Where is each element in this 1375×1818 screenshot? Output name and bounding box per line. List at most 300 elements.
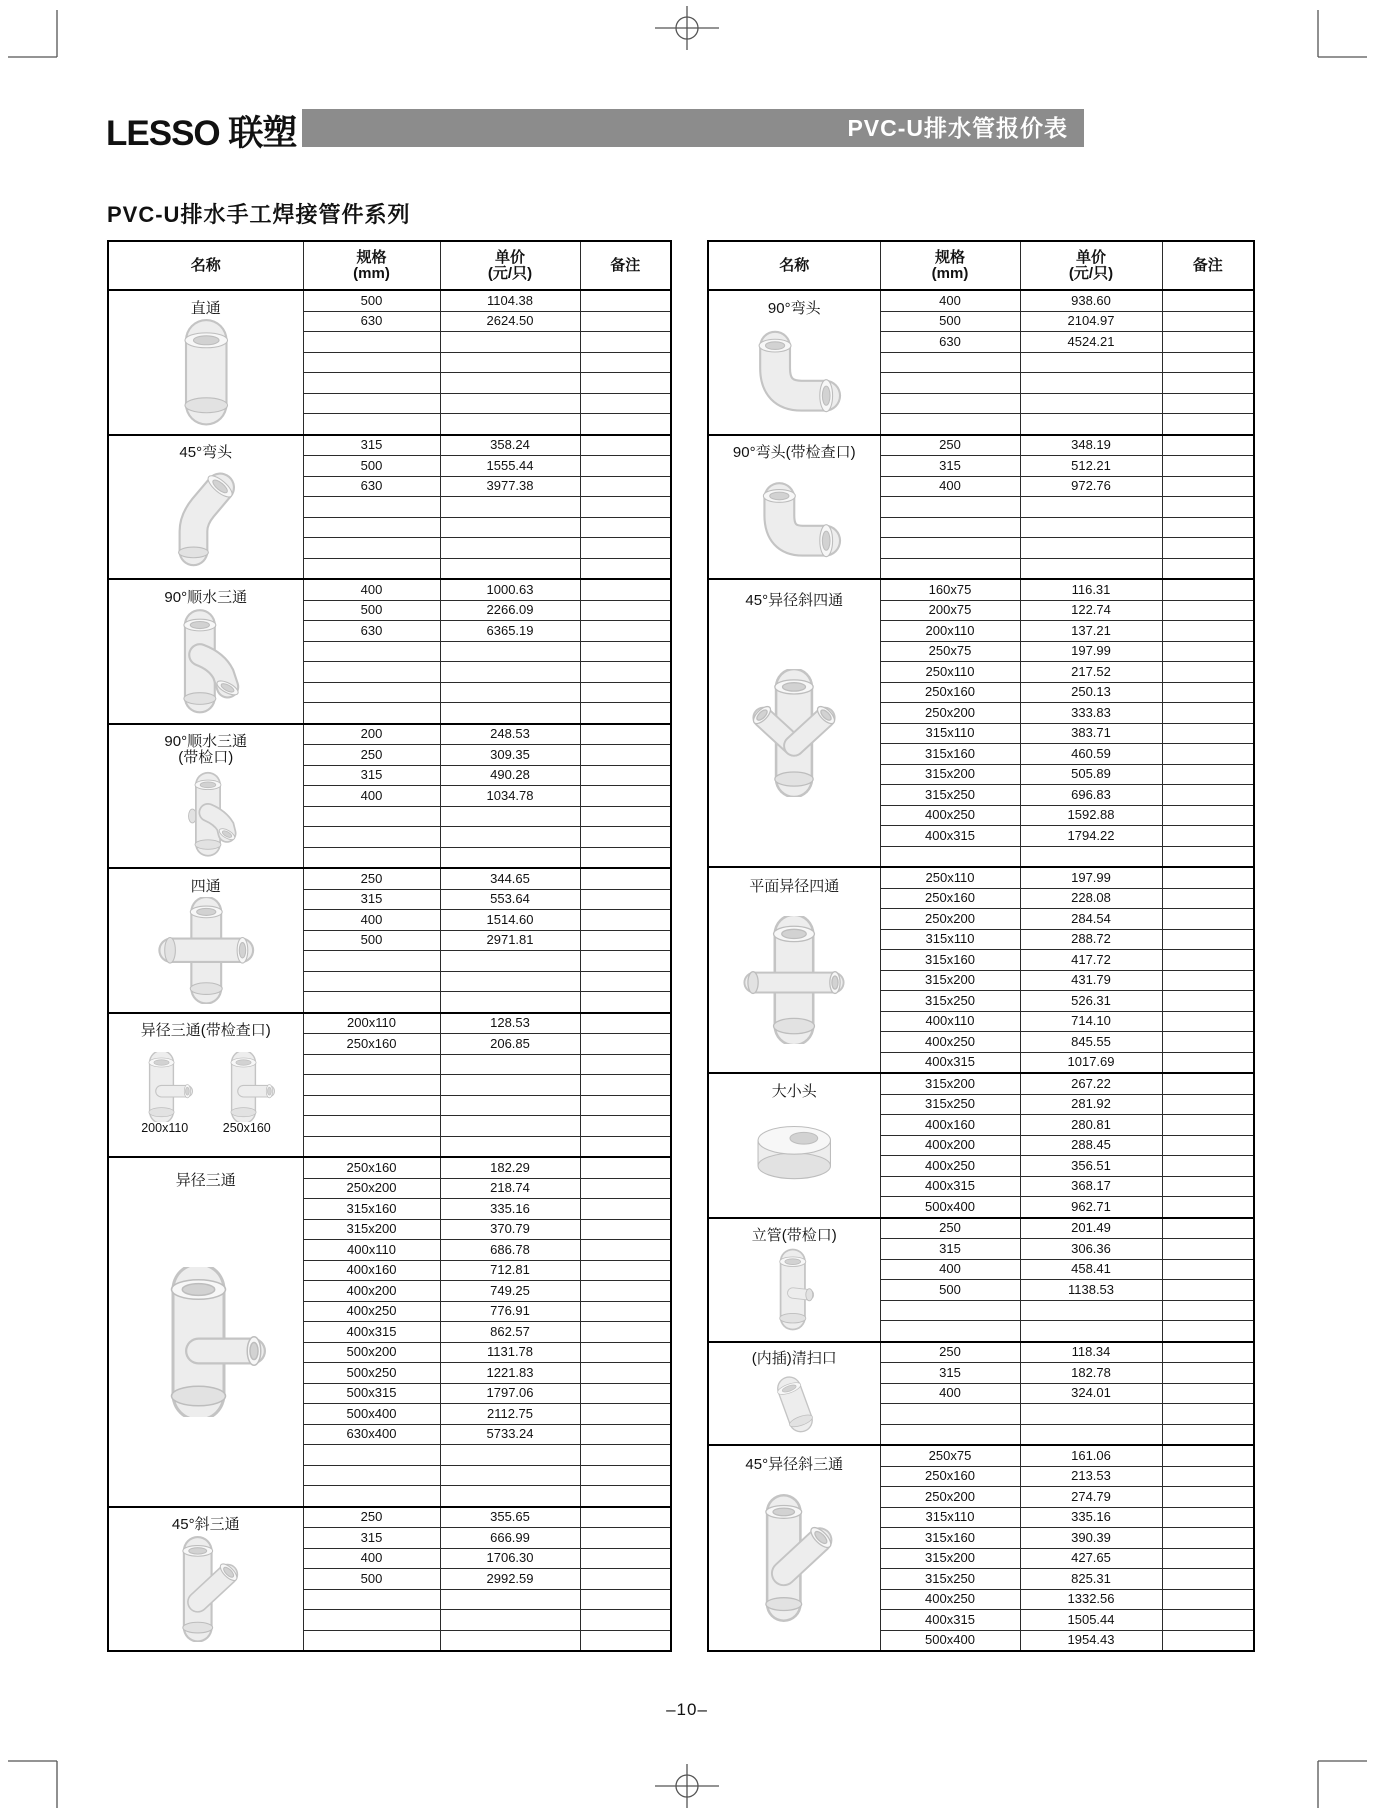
price-cell: 218.74 [440,1178,580,1199]
price-cell [440,703,580,724]
price-cell [440,1486,580,1507]
price-cell: 284.54 [1020,909,1162,930]
remark-cell [1162,393,1254,414]
price-cell: 1706.30 [440,1548,580,1569]
remark-cell [1162,764,1254,785]
spec-cell: 315 [303,435,440,456]
spec-cell [303,806,440,827]
page-number: –10– [666,1700,708,1719]
spec-cell: 400x250 [880,1156,1020,1177]
remark-cell [580,724,671,745]
spec-cell [303,373,440,394]
remark-cell [580,1630,671,1651]
spec-cell: 250x160 [303,1034,440,1055]
section-title: PVC-U排水手工焊接管件系列 [107,202,411,227]
price-cell: 1555.44 [440,456,580,477]
spec-cell: 250 [880,435,1020,456]
price-cell: 288.72 [1020,929,1162,950]
spec-cell: 400x315 [880,1610,1020,1631]
crop-mark-bottom-right [1318,1761,1367,1808]
spec-cell: 400x315 [880,1052,1020,1073]
spec-cell: 315x160 [880,1528,1020,1549]
price-cell: 137.21 [1020,621,1162,642]
remark-cell [580,373,671,394]
price-cell [440,641,580,662]
price-cell: 972.76 [1020,476,1162,497]
spec-cell [303,1116,440,1137]
spec-cell: 400x250 [303,1301,440,1322]
spec-cell [303,1075,440,1096]
spec-cell [303,558,440,579]
fitting-image-wrap [741,316,848,429]
spec-cell: 500 [880,1280,1020,1301]
remark-cell [580,1178,671,1199]
spec-cell [303,497,440,518]
remark-cell [1162,1383,1254,1404]
spec-cell [880,393,1020,414]
remark-cell [1162,1528,1254,1549]
fitting-cell-reducer_tee [108,1157,303,1507]
price-cell: 845.55 [1020,1032,1162,1053]
remark-cell [580,662,671,683]
fitting-cell-elbow90 [708,290,880,435]
remark-cell [1162,352,1254,373]
remark-cell [580,600,671,621]
price-cell: 2266.09 [440,600,580,621]
fitting-image-reducer_tee [131,1267,281,1417]
remark-cell [580,456,671,477]
price-cell: 712.81 [440,1260,580,1281]
price-cell [1020,373,1162,394]
remark-cell [1162,1052,1254,1073]
spec-cell [880,497,1020,518]
price-cell: 333.83 [1020,703,1162,724]
fitting-image-elbow90_check [741,464,848,571]
remark-cell [580,1528,671,1549]
remark-cell [1162,1321,1254,1342]
fitting-cell-straight [108,290,303,435]
price-cell: 6365.19 [440,621,580,642]
spec-cell: 250x200 [303,1178,440,1199]
spec-cell: 630 [303,311,440,332]
price-cell [1020,1321,1162,1342]
price-cell: 666.99 [440,1528,580,1549]
price-cell: 686.78 [440,1240,580,1261]
fitting-variant [130,1052,200,1138]
spec-cell: 160x75 [880,579,1020,600]
spec-cell: 250 [303,745,440,766]
spec-cell: 500x250 [303,1363,440,1384]
price-cell: 288.45 [1020,1135,1162,1156]
price-cell: 344.65 [440,868,580,889]
price-cell: 714.10 [1020,1011,1162,1032]
fitting-image-wrap [153,605,260,718]
table-row [108,868,671,889]
fitting-cell-elbow90_check [708,435,880,580]
spec-cell: 500 [303,930,440,951]
price-cell [440,1465,580,1486]
price-cell: 118.34 [1020,1342,1162,1363]
spec-cell: 250x110 [880,662,1020,683]
name-header: 名称 [108,241,303,290]
price-cell: 335.16 [440,1199,580,1220]
spec-cell: 400x110 [303,1240,440,1261]
price-cell [440,1136,580,1157]
spec-cell: 500 [303,456,440,477]
fitting-name: 平面异径四通 [749,878,840,895]
price-cell: 1514.60 [440,910,580,931]
spec-cell: 315x200 [303,1219,440,1240]
spec-cell: 400 [880,476,1020,497]
price-cell [1020,1404,1162,1425]
fitting-image-wrap [153,1533,260,1646]
fitting-cell-cross [108,868,303,1013]
price-cell: 696.83 [1020,785,1162,806]
spec-cell: 400x250 [880,1589,1020,1610]
price-cell: 128.53 [440,1013,580,1034]
remark-cell [1162,970,1254,991]
price-cell [1020,517,1162,538]
remark-cell [1162,1342,1254,1363]
remark-cell [1162,826,1254,847]
price-cell: 248.53 [440,724,580,745]
spec-cell [303,1095,440,1116]
spec-cell: 630 [303,621,440,642]
price-cell: 217.52 [1020,662,1162,683]
fitting-image-flat_cross [730,916,858,1044]
spec-cell [880,846,1020,867]
fitting-image-wrap [130,1039,282,1152]
fitting-image-wrap [730,1473,858,1644]
remark-cell [580,538,671,559]
price-cell: 512.21 [1020,456,1162,477]
price-cell: 1592.88 [1020,805,1162,826]
spec-cell: 315x160 [880,744,1020,765]
spec-cell [303,703,440,724]
fitting-image-cleanout [761,1370,829,1438]
remark-cell [1162,1507,1254,1528]
registration-mark-bottom [655,1764,719,1808]
fitting-name: 异径三通(带检查口) [140,1022,271,1039]
spec-cell [303,414,440,435]
price-header: 单价 (元/只) [1020,241,1162,290]
remark-cell [1162,991,1254,1012]
lesso-logo: LESSO 联塑 [106,114,297,153]
remark-cell [580,1157,671,1178]
price-cell: 458.41 [1020,1259,1162,1280]
remark-cell [1162,1424,1254,1445]
fitting-cell-tee [108,579,303,724]
price-cell: 553.64 [440,889,580,910]
fitting-image-wrap [131,1188,281,1496]
price-cell: 267.22 [1020,1073,1162,1094]
spec-cell: 315x200 [880,970,1020,991]
remark-cell [580,910,671,931]
spec-cell: 400x250 [880,805,1020,826]
fitting-image-wrap [751,1243,838,1336]
fitting-image-wrap [153,894,260,1007]
spec-cell: 315x250 [880,785,1020,806]
price-cell: 281.92 [1020,1094,1162,1115]
price-cell [440,393,580,414]
remark-cell [580,1486,671,1507]
price-cell: 197.99 [1020,641,1162,662]
price-cell: 526.31 [1020,991,1162,1012]
spec-cell [303,847,440,868]
spec-cell: 250x200 [880,1487,1020,1508]
remark-cell [580,889,671,910]
table-row [108,1507,671,1528]
remark-cell [1162,517,1254,538]
remark-cell [1162,1135,1254,1156]
remark-cell [1162,497,1254,518]
remark-cell [580,414,671,435]
price-cell: 370.79 [440,1219,580,1240]
fitting-name: 异径三通 [175,1171,236,1189]
remark-cell [580,1548,671,1569]
remark-cell [1162,1218,1254,1239]
spec-cell: 200 [303,724,440,745]
fitting-image-wrap [153,316,260,429]
fitting-image-skew_tee [730,1494,858,1622]
spec-cell: 315x250 [880,1569,1020,1590]
remark-cell [1162,950,1254,971]
price-cell [440,827,580,848]
fitting-image-reducer [741,1102,848,1209]
spec-cell: 500x200 [303,1342,440,1363]
remark-header: 备注 [580,241,671,290]
table-row [108,1013,671,1034]
price-cell: 3977.38 [440,476,580,497]
price-cell: 1104.38 [440,290,580,311]
remark-cell [1162,1404,1254,1425]
remark-cell [580,435,671,456]
spec-cell [880,373,1020,394]
remark-cell [580,847,671,868]
spec-cell: 250x75 [880,641,1020,662]
fitting-name: 立管(带检口) [751,1226,837,1244]
remark-cell [580,476,671,497]
remark-cell [1162,888,1254,909]
remark-cell [1162,1569,1254,1590]
remark-cell [580,1260,671,1281]
spec-header: 规格 (mm) [303,241,440,290]
remark-cell [580,1589,671,1610]
fitting-image-wrap [163,766,250,863]
spec-cell: 315x250 [880,991,1020,1012]
price-cell: 324.01 [1020,1383,1162,1404]
price-cell [440,951,580,972]
fitting-sub-label: 200x110 [141,1121,189,1136]
spec-cell: 250x160 [303,1157,440,1178]
price-cell: 390.39 [1020,1528,1162,1549]
price-cell: 825.31 [1020,1569,1162,1590]
remark-cell [1162,723,1254,744]
fitting-cell-elbow45 [108,435,303,580]
remark-cell [580,806,671,827]
spec-cell: 250 [303,1507,440,1528]
remark-cell [580,393,671,414]
remark-cell [580,290,671,311]
spec-cell: 250x75 [880,1445,1020,1466]
remark-cell [1162,1176,1254,1197]
remark-cell [1162,538,1254,559]
price-cell: 213.53 [1020,1466,1162,1487]
spec-cell [303,538,440,559]
remark-cell [580,1116,671,1137]
spec-cell: 400 [303,1548,440,1569]
spec-cell: 400 [880,290,1020,311]
price-cell [1020,393,1162,414]
price-cell: 505.89 [1020,764,1162,785]
spec-cell: 400 [880,1259,1020,1280]
remark-cell [580,641,671,662]
spec-cell: 500x400 [880,1630,1020,1651]
remark-cell [580,1281,671,1302]
remark-cell [1162,641,1254,662]
remark-cell [580,1301,671,1322]
spec-cell [303,517,440,538]
spec-cell: 400x315 [303,1322,440,1343]
spec-cell [303,641,440,662]
price-cell: 1332.56 [1020,1589,1162,1610]
fitting-cell-skew_tee [108,1507,303,1652]
table-row [708,435,1254,456]
price-cell: 1034.78 [440,786,580,807]
price-cell: 309.35 [440,745,580,766]
spec-cell: 315x160 [880,950,1020,971]
spec-cell [880,1321,1020,1342]
spec-cell [303,1445,440,1466]
price-cell: 182.29 [440,1157,580,1178]
price-table-left [107,240,672,1652]
spec-cell: 400 [880,1383,1020,1404]
fitting-cell-reducer_tee [108,1013,303,1158]
header-row [708,241,1254,290]
spec-cell: 200x110 [303,1013,440,1034]
remark-cell [580,971,671,992]
price-cell [440,1075,580,1096]
header-row [108,241,671,290]
spec-cell: 315x110 [880,1507,1020,1528]
remark-cell [580,992,671,1013]
spec-cell: 250x160 [880,682,1020,703]
price-header: 单价 (元/只) [440,241,580,290]
price-cell [440,847,580,868]
remark-cell [1162,600,1254,621]
remark-cell [580,1199,671,1220]
fitting-image-wrap [741,461,848,574]
remark-cell [1162,682,1254,703]
remark-cell [1162,1610,1254,1631]
remark-cell [580,765,671,786]
price-cell: 749.25 [440,1281,580,1302]
spec-cell [880,352,1020,373]
spec-cell [303,992,440,1013]
spec-cell: 250 [880,1342,1020,1363]
fitting-name: 45°斜三通 [171,1516,240,1533]
spec-cell: 500x315 [303,1383,440,1404]
price-cell: 417.72 [1020,950,1162,971]
spec-cell [303,393,440,414]
fitting-image-wrap [730,609,858,858]
remark-cell [580,579,671,600]
price-cell [1020,558,1162,579]
table-row [108,579,671,600]
table-row [108,435,671,456]
price-cell: 1797.06 [440,1383,580,1404]
price-table-right [707,240,1255,1652]
remark-cell [580,1322,671,1343]
remark-cell [1162,621,1254,642]
fitting-image-skew_cross [730,669,858,797]
spec-cell [303,352,440,373]
spec-cell [880,1424,1020,1445]
spec-header: 规格 (mm) [880,241,1020,290]
crop-mark-top-right [1318,10,1367,57]
price-cell [440,497,580,518]
fitting-name: 大小头 [771,1082,817,1100]
remark-cell [1162,1300,1254,1321]
spec-cell: 500x400 [303,1404,440,1425]
spec-cell [880,414,1020,435]
spec-cell: 315 [303,1528,440,1549]
price-cell [440,971,580,992]
spec-cell: 500x400 [880,1197,1020,1218]
fitting-name: 90°弯头 [767,299,821,317]
fitting-cell-tee_check [108,724,303,869]
price-cell: 368.17 [1020,1176,1162,1197]
price-cell [440,992,580,1013]
remark-cell [1162,929,1254,950]
remark-cell [580,868,671,889]
fitting-image-wrap [730,895,858,1066]
remark-cell [580,311,671,332]
price-cell: 1794.22 [1020,826,1162,847]
spec-cell [303,971,440,992]
remark-cell [580,1136,671,1157]
remark-cell [580,558,671,579]
remark-cell [1162,476,1254,497]
spec-cell: 400x110 [880,1011,1020,1032]
spec-cell: 400 [303,579,440,600]
remark-cell [1162,1239,1254,1260]
spec-cell: 250x160 [880,888,1020,909]
fitting-image-elbow90 [741,319,848,426]
remark-cell [1162,1197,1254,1218]
remark-cell [580,1013,671,1034]
remark-cell [1162,558,1254,579]
spec-cell [303,332,440,353]
fitting-image-straight [153,319,260,426]
remark-cell [1162,846,1254,867]
fitting-name: 45°异径斜四通 [745,592,844,609]
spec-cell [303,682,440,703]
price-cell: 201.49 [1020,1218,1162,1239]
fitting-cell-skew_tee [708,1445,880,1651]
spec-cell [880,538,1020,559]
remark-cell [1162,1487,1254,1508]
remark-cell [580,1240,671,1261]
fitting-name: 四通 [190,877,221,895]
price-cell: 1505.44 [1020,1610,1162,1631]
price-cell [440,373,580,394]
fitting-name: (内插)清扫口 [751,1350,837,1367]
spec-cell [303,1630,440,1651]
remark-cell [580,1383,671,1404]
price-cell [1020,1424,1162,1445]
price-cell: 250.13 [1020,682,1162,703]
